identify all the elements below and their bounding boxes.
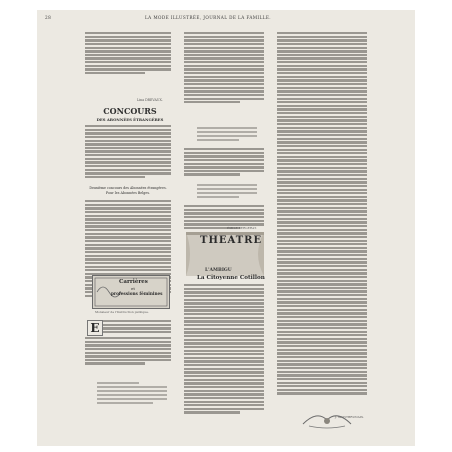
publication-title: LA MODE ILLUSTRÉE, JOURNAL DE LA FAMILLE. bbox=[145, 15, 272, 20]
column-2b bbox=[184, 148, 264, 177]
column-2 bbox=[184, 32, 264, 105]
column-3 bbox=[277, 32, 367, 396]
careers-banner bbox=[92, 275, 170, 309]
signature-drevaux: Lina DREVAUX. bbox=[137, 98, 163, 102]
banner-line-2: et bbox=[131, 286, 135, 291]
theatre-name: L'AMBIGU bbox=[205, 268, 232, 273]
column-1 bbox=[85, 32, 171, 76]
banner-line-1: Carrières bbox=[119, 279, 148, 285]
results-table-left bbox=[97, 382, 167, 406]
floral-ornament-icon bbox=[299, 410, 355, 430]
play-title: La Citoyenne Cotillon bbox=[197, 275, 265, 281]
column-1d bbox=[103, 320, 171, 335]
column-2d bbox=[184, 284, 264, 415]
contest-title: CONCOURS bbox=[103, 106, 157, 116]
subsection-heading-1: Deuxième concours des Abonnées étrangères. bbox=[89, 186, 167, 190]
column-1b bbox=[85, 125, 171, 180]
banner-caption: Monsieur de l'Instruction publique. bbox=[95, 310, 149, 314]
page-number: 28 bbox=[45, 15, 52, 20]
column-1e bbox=[85, 337, 171, 366]
magazine-page bbox=[37, 10, 415, 446]
contest-subtitle: DES ABONNÉES ÉTRANGÈRES bbox=[96, 117, 164, 122]
signature-bergerat: ÉMILE BERGERAT. bbox=[227, 226, 257, 230]
results-table-mid-1 bbox=[197, 127, 257, 143]
dropcap-e: E bbox=[87, 320, 103, 336]
signature-montbrunais: J. MONTBRUNAIS. bbox=[335, 415, 364, 419]
subsection-heading-2: Pour les Abonnées Belges. bbox=[105, 191, 151, 195]
results-table-mid-2 bbox=[197, 184, 257, 200]
banner-line-3: professions féminines bbox=[111, 291, 163, 296]
theatre-word: THEATRE bbox=[200, 235, 263, 246]
